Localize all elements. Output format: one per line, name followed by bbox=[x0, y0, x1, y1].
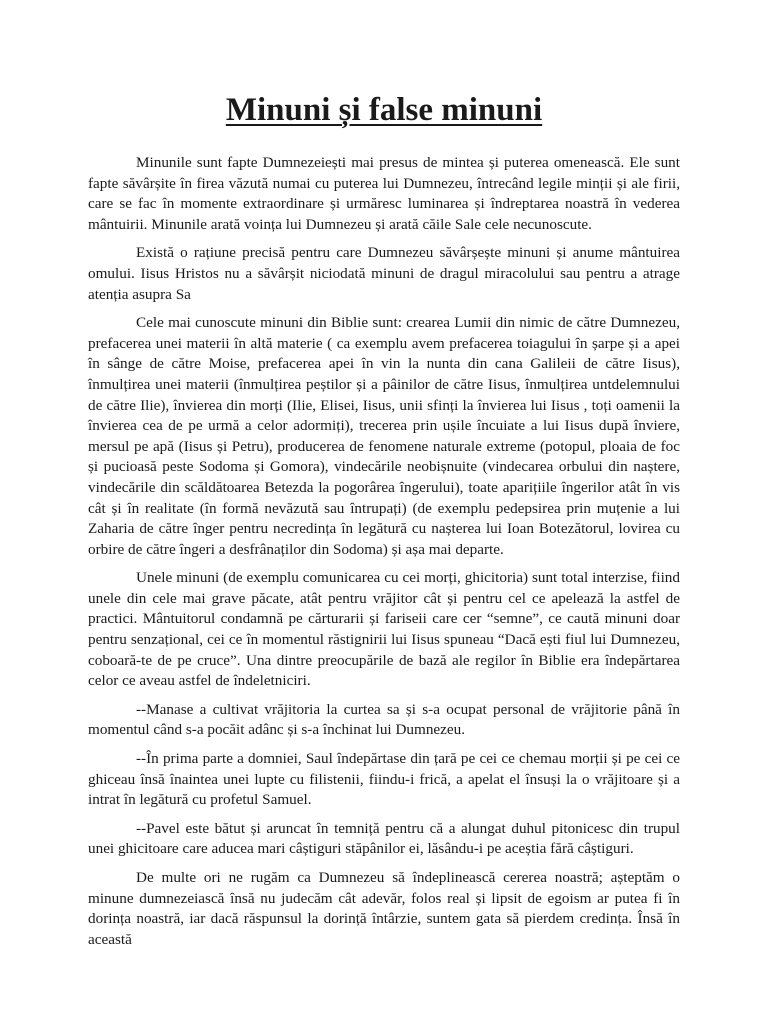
document-title: Minuni și false minuni bbox=[225, 92, 543, 128]
paragraph: --Pavel este bătut și aruncat în temniță pentru că a alungat duhul pitonicesc din trupul unei ghicitoare care aducea mari câștiguri stăpânilor ei, lăsându-i pe aceștia fără câștiguri. bbox=[88, 819, 680, 858]
paragraph: Unele minuni (de exemplu comunicarea cu cei morți, ghicitoria) sunt total interzise, fiind unele din cele mai grave păcate, atât pentru vrăjitor cât și pentru cel ce apelează la astfel de practici. Mântuitorul condamnă pe cărturarii și farisеii care cer “semne”, ce caută minuni doar pentru senzațional, cei ce în momentul răstignirii lui Iisus spuneau “Dacă ești fiul lui Dumnezeu, coboară-te de pe cruce”. Una dintre preocupările de bază ale regilor în Biblie era îndepărtarea celor ce aveau astfel de îndeletniciri. bbox=[88, 569, 680, 690]
paragraph: Cele mai cunoscute minuni din Biblie sunt: crearea Lumii din nimic de către Dumnezeu, prefacerea unei materii în altă materie ( ca exemplu avem prefacerea toiagului în șarpe și a apei în sânge de către Moise, prefacerea apei în vin la nunta din cana Galileii de către Iisus), înmulțirea unei materii (înmulțirea peștilor și a pâinilor de către Iisus, înmulțirea untdelemnului de către Ilie), învierea din morți (Ilie, Elisei, Iisus, unii sfinți la învierea lui Iisus , toți oamenii la învierea cea de pe urmă a celor adormiți), trecerea prin ușile încuiate a lui Iisus după înviere, mersul pe apă (Iisus și Petru), producerea de fenomene naturale extreme (potopul, ploaia de foc și pucioasă peste Sodoma și Gomora), vindecările neobișnuite (vindecarea orbului din naștere, vindecările din scăldătoarea Betezda la pogorârea îngerului), toate aparițiile îngerilor atât în vis cât și în realitate (în formă nevăzută sau întrupați) (de exemplu pedepsirea prin muțenie a lui Zaharia de către înger pentru necredința în legătură cu nașterea lui Ioan Botezătorul, lovirea cu orbire de către îngeri a desfrânaților din Sodoma) și așa mai departe. bbox=[88, 314, 680, 558]
paragraph: Există o rațiune precisă pentru care Dumnezeu săvârșește minuni și anume mântuirea omului. Iisus Hristos nu a săvârșit niciodată minuni de dragul miracolului sau pentru a atrage atenția asupra Sa bbox=[88, 244, 680, 303]
paragraph: --În prima parte a domniei, Saul îndepărtase din țară pe cei ce chemau morții și pe cei ce ghiceau însă înaintea unei lupte cu filistenii, fiindu-i frică, a apelat el însuși la o vrăjitoare și a intrat în legătură cu profetul Samuel. bbox=[88, 750, 680, 809]
paragraph: --Manase a cultivat vrăjitoria la curtea sa și s-a ocupat personal de vrăjitorie până în momentul când s-a pocăit adânc și s-a închinat lui Dumnezeu. bbox=[88, 700, 680, 739]
paragraph: Minunile sunt fapte Dumnezeiești mai presus de mintea și puterea omenească. Ele sunt fapte săvârșite în firea văzută numai cu puterea lui Dumnezeu, întrecând legile minții și ale firii, care se fac în momente extraordinare și urmăresc luminarea și îndreptarea noastră în vederea mântuirii. Minunile arată voința lui Dumnezeu și arată căile Sale cele necunoscute. bbox=[88, 154, 680, 233]
paragraph: De multe ori ne rugăm ca Dumnezeu să îndeplinească cererea noastră; așteptăm o minune dumnezeiască însă nu judecăm cât adevăr, folos real și lipsit de egoism ar putea fi în dorința noastră, iar dacă răspunsul la dorință întârzie, suntem gata să pierdem credința. Însă în această bbox=[88, 869, 680, 948]
